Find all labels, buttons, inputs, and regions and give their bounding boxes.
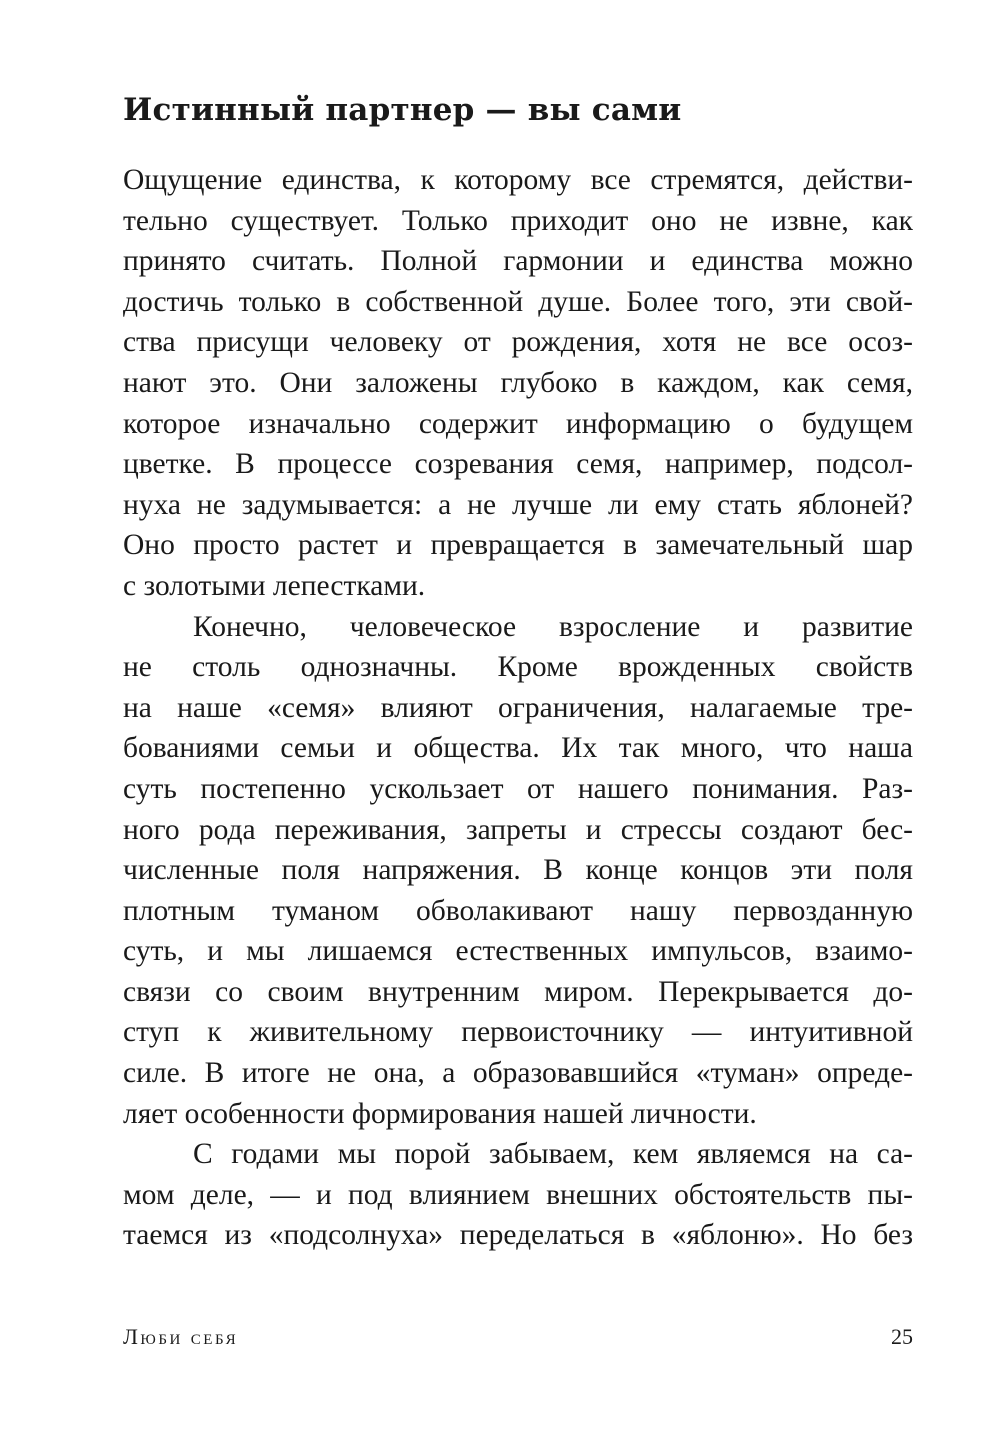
text-line: связи со своим внутренним миром. Перекрывается до- xyxy=(123,975,913,1008)
text-line: Оно просто растет и превращается в замечательный шар xyxy=(123,529,913,562)
text-line: таемся из «подсолнуха» переделаться в «яблоню». Но без xyxy=(123,1219,913,1252)
text-line: С годами мы порой забываем, кем являемся на са- xyxy=(193,1138,913,1171)
text-line: не столь однозначны. Кроме врожденных свойств xyxy=(123,651,913,684)
text-line: силе. В итоге не она, а образовавшийся «туман» опреде- xyxy=(123,1057,913,1090)
text-line: нают это. Они заложены глубоко в каждом, как семя, xyxy=(123,366,913,399)
text-line: численные поля напряжения. В конце концов эти поля xyxy=(123,854,913,887)
section-heading: Истинный партнер — вы сами xyxy=(123,92,682,128)
text-line: на наше «семя» влияют ограничения, налагаемые тре- xyxy=(123,691,913,724)
text-line: мом деле, — и под влиянием внешних обстоятельств пы- xyxy=(123,1178,913,1211)
text-line: Конечно, человеческое взросление и развитие xyxy=(193,610,913,643)
text-line: ного рода переживания, запреты и стрессы создают бес- xyxy=(123,813,913,846)
body-text xyxy=(123,160,913,1256)
text-line: цветке. В процессе созревания семя, например, подсол- xyxy=(123,448,913,481)
page-number: 25 xyxy=(891,1324,913,1349)
book-page xyxy=(123,0,913,1435)
text-line: принято считать. Полной гармонии и единства можно xyxy=(123,245,913,278)
text-line: с золотыми лепестками. xyxy=(123,569,426,602)
text-line: бованиями семьи и общества. Их так много, что наша xyxy=(123,732,913,765)
text-line: достичь только в собственной душе. Более того, эти свой- xyxy=(123,285,913,318)
text-line: ляет особенности формирования нашей личности. xyxy=(123,1097,757,1130)
page-footer xyxy=(123,1324,913,1354)
text-line: тельно существует. Только приходит оно не извне, как xyxy=(123,204,913,237)
text-line: нуха не задумывается: а не лучше ли ему стать яблоней? xyxy=(123,488,913,521)
text-line: которое изначально содержит информацию о будущем xyxy=(123,407,913,440)
text-line: суть, и мы лишаемся естественных импульсов, взаимо- xyxy=(123,935,913,968)
text-line: ства присущи человеку от рождения, хотя не все осоз- xyxy=(123,326,913,359)
text-line: плотным туманом обволакивают нашу первозданную xyxy=(123,894,913,927)
text-line: Ощущение единства, к которому все стремятся, действи- xyxy=(123,164,913,196)
running-title: Люби себя xyxy=(123,1324,239,1349)
text-line: суть постепенно ускользает от нашего понимания. Раз- xyxy=(123,772,913,805)
text-line: ступ к живительному первоисточнику — интуитивной xyxy=(123,1016,913,1049)
